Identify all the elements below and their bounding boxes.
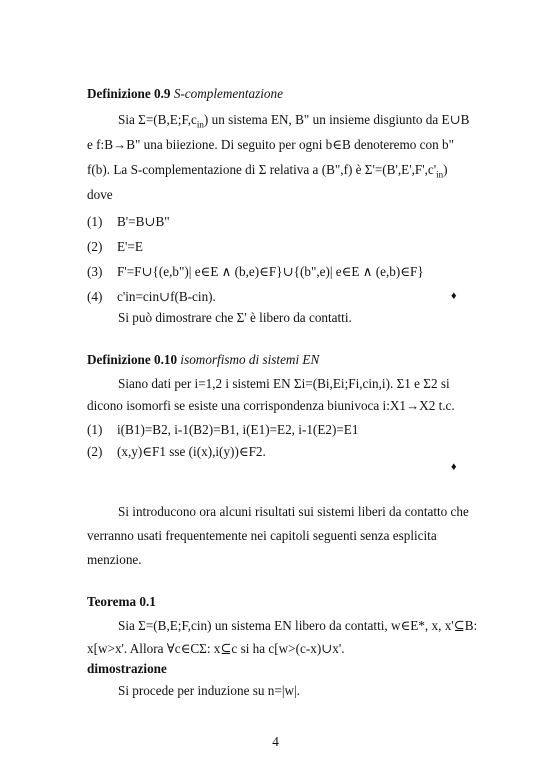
- paragraph-line: Si può dimostrare che Σ' è libero da contatti.: [118, 310, 352, 325]
- item-number: (1): [87, 214, 103, 229]
- item-text: c'in=cin∪f(B-cin).: [117, 289, 216, 304]
- item-text: B'=B∪B": [117, 214, 170, 229]
- proof-label: dimostrazione: [87, 661, 167, 676]
- item-number: (4): [87, 289, 103, 304]
- theorem-heading: Teorema 0.1: [87, 594, 156, 609]
- definition-title: S-complementazione: [173, 86, 283, 101]
- list-item: [87, 239, 143, 255]
- list-item: [87, 444, 266, 460]
- definition-heading: [87, 86, 283, 102]
- paragraph-line: Sia Σ=(B,E;F,cin) un sistema EN libero da contatti, w∈E*, x, x'⊆B:: [118, 618, 478, 633]
- list-item: [87, 289, 216, 305]
- paragraph-line: x[w>x'. Allora ∀c∈CΣ: x⊆c si ha c[w>(c-x)∪x'.: [87, 641, 345, 656]
- item-number: (2): [87, 239, 103, 254]
- paragraph-line: verranno usati frequentemente nei capitoli seguenti senza esplicita: [87, 528, 437, 543]
- page-number: 4: [272, 734, 279, 749]
- definition-label: Definizione 0.10: [87, 352, 178, 367]
- definition-heading: [87, 352, 319, 368]
- item-text: F'=F∪{(e,b")| e∈E ∧ (b,e)∈F}∪{(b",e)| e∈E ∧ (e,b)∈F}: [117, 264, 424, 279]
- item-number: (3): [87, 264, 103, 279]
- paragraph-line: Siano dati per i=1,2 i sistemi EN Σi=(Bi,Ei;Fi,cin,i). Σ1 e Σ2 si: [118, 376, 450, 391]
- list-item: [87, 422, 359, 438]
- item-number: (1): [87, 422, 103, 437]
- paragraph-line: Si introducono ora alcuni risultati sui sistemi liberi da contatto che: [118, 504, 469, 519]
- definition-title: isomorfismo di sistemi EN: [180, 352, 320, 367]
- paragraph-line: Si procede per induzione su n=|w|.: [118, 683, 300, 698]
- end-of-definition-diamond-icon: ♦: [451, 461, 457, 473]
- definition-label: Definizione 0.9: [87, 86, 171, 101]
- end-of-definition-diamond-icon: ♦: [451, 290, 457, 302]
- paragraph-line: f(b). La S-complementazione di Σ relativa a (B",f) è $\Sigma'=(B',E',F',c'_{in})$: [87, 162, 448, 180]
- paragraph-line: dicono isomorfi se esiste una corrispondenza biunivoca i:X1→X2 t.c.: [87, 398, 455, 413]
- list-item: [87, 214, 170, 230]
- paragraph-line: Sia $\Sigma=(B,E;F,c_{in})$ un sistema EN, B" un insieme disgiunto da E∪B: [118, 112, 470, 130]
- item-number: (2): [87, 444, 103, 459]
- item-text: E'=E: [117, 239, 143, 254]
- paragraph-line: e f:B→B" una biiezione. Di seguito per ogni b∈B denoteremo con b": [87, 137, 454, 152]
- paragraph-line: menzione.: [87, 552, 142, 567]
- list-item: [87, 264, 424, 280]
- item-text: (x,y)∈F1 sse (i(x),i(y))∈F2.: [117, 444, 266, 459]
- paragraph-line: dove: [87, 187, 113, 202]
- item-text: i(B1)=B2, i-1(B2)=B1, i(E1)=E2, i-1(E2)=E1: [117, 422, 359, 437]
